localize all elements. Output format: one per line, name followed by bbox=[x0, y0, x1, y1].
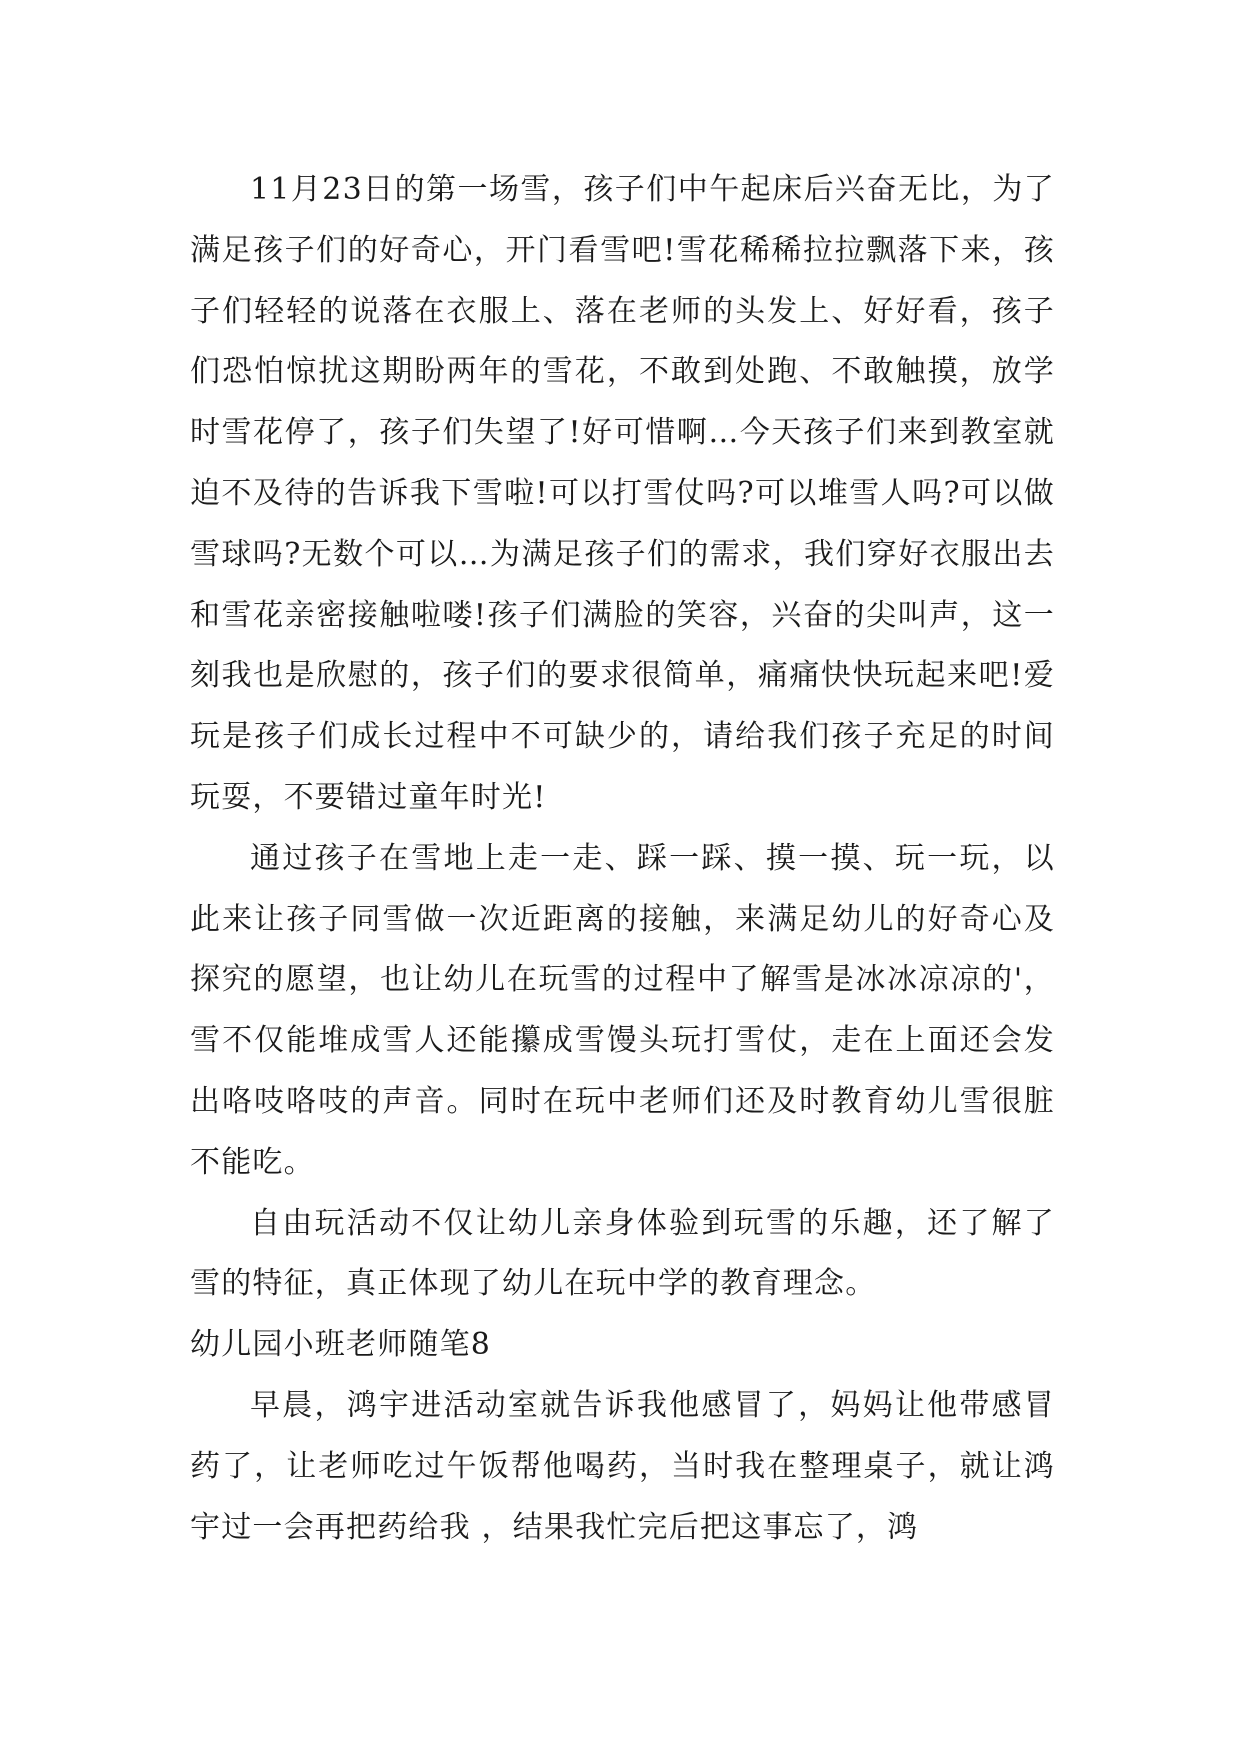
section-title: 幼儿园小班老师随笔8 bbox=[190, 1327, 492, 1363]
paragraph-morning: 早晨，鸿宇进活动室就告诉我他感冒了，妈妈让他带感冒药了，让老师吃过午饭帮他喝药，当时我在整理桌子，就让鸿宇过一会再把药给我 ，结果我忙完后把这事忘了，鸿 bbox=[190, 1387, 1055, 1545]
paragraph-conclusion: 自由玩活动不仅让幼儿亲身体验到玩雪的乐趣，还了解了雪的特征，真正体现了幼儿在玩中学的教育理念。 bbox=[190, 1205, 1055, 1302]
paragraph-snow-play: 通过孩子在雪地上走一走、踩一踩、摸一摸、玩一玩，以此来让孩子同雪做一次近距离的接触，来满足幼儿的好奇心及探究的愿望，也让幼儿在玩雪的过程中了解雪是冰冰凉凉的'，雪不仅能堆成雪人还能攥成雪馒头玩打雪仗，走在上面还会发出咯吱咯吱的声音。同时在玩中老师们还及时教育幼儿雪很脏不能吃。 bbox=[190, 840, 1055, 1180]
paragraph-first-snow: 11月23日的第一场雪，孩子们中午起床后兴奋无比，为了满足孩子们的好奇心，开门看雪吧!雪花稀稀拉拉飘落下来，孩子们轻轻的说落在衣服上、落在老师的头发上、好好看，孩子们恐怕惊扰这期盼两年的雪花，不敢到处跑、不敢触摸，放学时雪花停了，孩子们失望了!好可惜啊…今天孩子们来到教室就迫不及待的告诉我下雪啦!可以打雪仗吗?可以堆雪人吗?可以做雪球吗?无数个可以…为满足孩子们的需求，我们穿好衣服出去和雪花亲密接触啦喽!孩子们满脸的笑容，兴奋的尖叫声，这一刻我也是欣慰的，孩子们的要求很简单，痛痛快快玩起来吧!爱玩是孩子们成长过程中不可缺少的，请给我们孩子充足的时间玩耍，不要错过童年时光! bbox=[190, 172, 1055, 815]
document-page bbox=[190, 160, 1055, 1558]
